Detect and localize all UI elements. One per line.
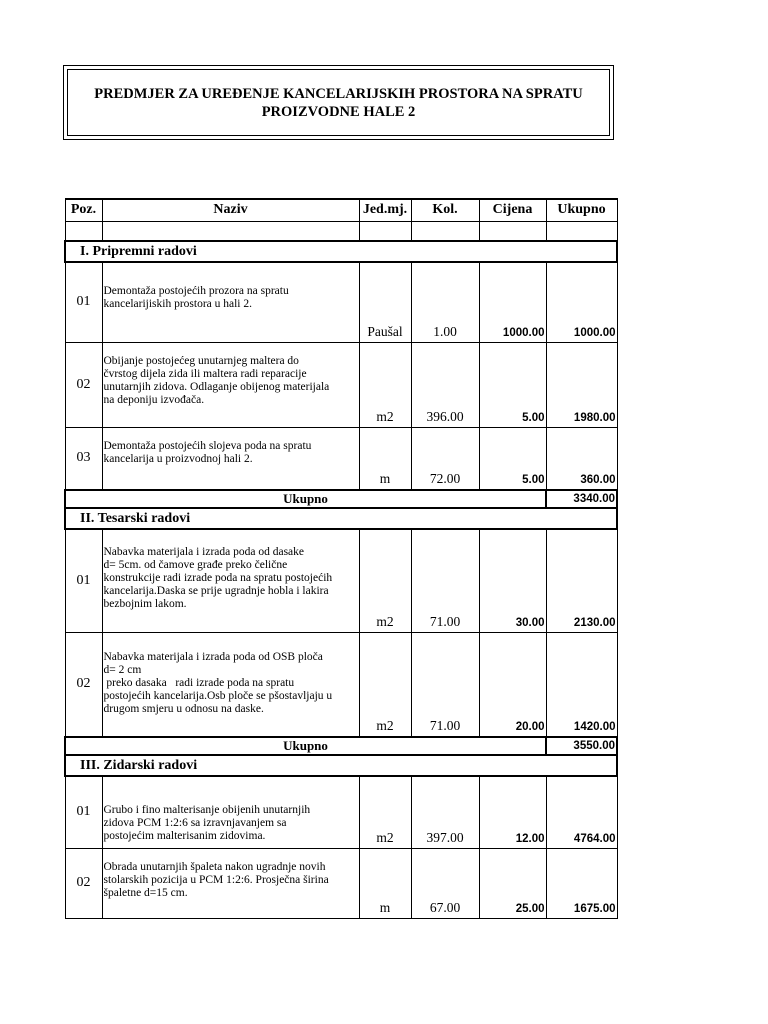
item-total: 1980.00 bbox=[546, 342, 617, 427]
item-price: 1000.00 bbox=[479, 262, 546, 342]
item-qty: 67.00 bbox=[411, 848, 479, 918]
section-title: I. Pripremni radovi bbox=[65, 241, 617, 262]
desc-line: preko dasaka radi izrade poda na spratu bbox=[103, 676, 295, 689]
item-qty: 396.00 bbox=[411, 342, 479, 427]
desc-line: Nabavka materijala i izrada poda od dasake bbox=[103, 546, 305, 558]
section-title: III. Zidarski radovi bbox=[65, 755, 617, 776]
header-jedmj: Jed.mj. bbox=[359, 199, 411, 221]
item-description bbox=[102, 529, 359, 632]
desc-line: unutarnjih zidova. Odlaganje obijenog materijala bbox=[103, 380, 330, 393]
item-unit: m2 bbox=[359, 342, 411, 427]
desc-line: Obrada unutarnjih špaleta nakon ugradnje novih bbox=[103, 860, 326, 873]
title-inner bbox=[67, 69, 610, 136]
item-description bbox=[102, 776, 359, 848]
table-row bbox=[65, 529, 617, 632]
desc-line: kancelarija.Daska se prije ugradnje hobla i lakira bbox=[103, 585, 329, 597]
desc-line: zidova PCM 1:2:6 sa izravnjavanjem sa bbox=[103, 817, 287, 829]
item-total: 1000.00 bbox=[546, 262, 617, 342]
header-pos: Poz. bbox=[65, 199, 102, 221]
section-row bbox=[65, 755, 617, 776]
item-description bbox=[102, 427, 359, 490]
section-row bbox=[65, 241, 617, 262]
subtotal-value: 3340.00 bbox=[546, 490, 617, 508]
table-row bbox=[65, 848, 617, 918]
desc-line: špaletne d=15 cm. bbox=[103, 886, 188, 899]
desc-line: d= 5cm. od čamove građe preko čelične bbox=[103, 559, 288, 571]
desc-line: kancelarija u proizvodnoj hali 2. bbox=[103, 452, 253, 465]
header-kol: Kol. bbox=[411, 199, 479, 221]
item-description bbox=[102, 342, 359, 427]
item-unit: m2 bbox=[359, 632, 411, 737]
item-qty: 1.00 bbox=[411, 262, 479, 342]
subtotal-label: Ukupno bbox=[65, 490, 546, 508]
item-price: 12.00 bbox=[479, 776, 546, 848]
subtotal-row bbox=[65, 737, 617, 755]
item-total: 4764.00 bbox=[546, 776, 617, 848]
document-title-line1: PREDMJER ZA UREĐENJE KANCELARIJSKIH PROSTORA NA SPRATU bbox=[94, 85, 583, 102]
item-pos: 01 bbox=[65, 262, 102, 342]
desc-line: Demontaža postojećih slojeva poda na spratu bbox=[103, 439, 312, 452]
header-row bbox=[65, 199, 617, 221]
item-pos: 02 bbox=[65, 342, 102, 427]
table-row bbox=[65, 427, 617, 490]
subtotal-value: 3550.00 bbox=[546, 737, 617, 755]
item-price: 20.00 bbox=[479, 632, 546, 737]
item-pos: 01 bbox=[65, 776, 102, 848]
item-pos: 01 bbox=[65, 529, 102, 632]
subtotal-row bbox=[65, 490, 617, 508]
table-row bbox=[65, 776, 617, 848]
item-total: 2130.00 bbox=[546, 529, 617, 632]
section-title: II. Tesarski radovi bbox=[65, 508, 617, 529]
item-unit: m bbox=[359, 427, 411, 490]
spacer-row bbox=[65, 221, 617, 241]
subtotal-label: Ukupno bbox=[65, 737, 546, 755]
document-title-line2: PROIZVODNE HALE 2 bbox=[261, 103, 416, 120]
item-price: 25.00 bbox=[479, 848, 546, 918]
header-naziv: Naziv bbox=[102, 199, 359, 221]
desc-line: na deponiju izvođača. bbox=[103, 393, 205, 406]
desc-line: postojećim malterisanim zidovima. bbox=[103, 830, 266, 842]
bill-of-quantities-table bbox=[64, 198, 618, 919]
item-price: 5.00 bbox=[479, 342, 546, 427]
desc-line: kancelarijiskih prostora u hali 2. bbox=[103, 298, 253, 310]
desc-line: Grubo i fino malterisanje obijenih unutarnjih bbox=[103, 804, 311, 816]
item-total: 1420.00 bbox=[546, 632, 617, 737]
title-box bbox=[63, 65, 614, 140]
item-unit: m bbox=[359, 848, 411, 918]
desc-line: stolarskih pozicija u PCM 1:2:6. Prosječna širina bbox=[103, 873, 329, 886]
item-qty: 71.00 bbox=[411, 529, 479, 632]
desc-line: d= 2 cm bbox=[103, 663, 142, 676]
item-total: 1675.00 bbox=[546, 848, 617, 918]
item-description bbox=[102, 262, 359, 342]
section-row bbox=[65, 508, 617, 529]
item-price: 30.00 bbox=[479, 529, 546, 632]
item-unit: m2 bbox=[359, 776, 411, 848]
desc-line: Demontaža postojećih prozora na spratu bbox=[103, 285, 289, 297]
item-unit: Paušal bbox=[359, 262, 411, 342]
header-cijena: Cijena bbox=[479, 199, 546, 221]
desc-line: Obijanje postojećeg unutarnjeg maltera do bbox=[103, 354, 299, 367]
item-qty: 71.00 bbox=[411, 632, 479, 737]
desc-line: bezbojnim lakom. bbox=[103, 598, 187, 610]
item-description bbox=[102, 848, 359, 918]
item-pos: 03 bbox=[65, 427, 102, 490]
item-qty: 397.00 bbox=[411, 776, 479, 848]
table-row bbox=[65, 262, 617, 342]
item-pos: 02 bbox=[65, 632, 102, 737]
item-unit: m2 bbox=[359, 529, 411, 632]
table-row bbox=[65, 632, 617, 737]
header-ukupno: Ukupno bbox=[546, 199, 617, 221]
table-row bbox=[65, 342, 617, 427]
item-description bbox=[102, 632, 359, 737]
desc-line: čvrstog dijela zida ili maltera radi reparacije bbox=[103, 367, 307, 380]
item-price: 5.00 bbox=[479, 427, 546, 490]
desc-line: konstrukcije radi izrade poda na spratu postojećih bbox=[103, 572, 333, 584]
desc-line: Nabavka materijala i izrada poda od OSB ploča bbox=[103, 650, 323, 663]
item-pos: 02 bbox=[65, 848, 102, 918]
desc-line: drugom smjeru u odnosu na daske. bbox=[103, 702, 264, 715]
item-total: 360.00 bbox=[546, 427, 617, 490]
item-qty: 72.00 bbox=[411, 427, 479, 490]
desc-line: postojećih kancelarija.Osb ploče se pšostavljaju u bbox=[103, 689, 333, 702]
